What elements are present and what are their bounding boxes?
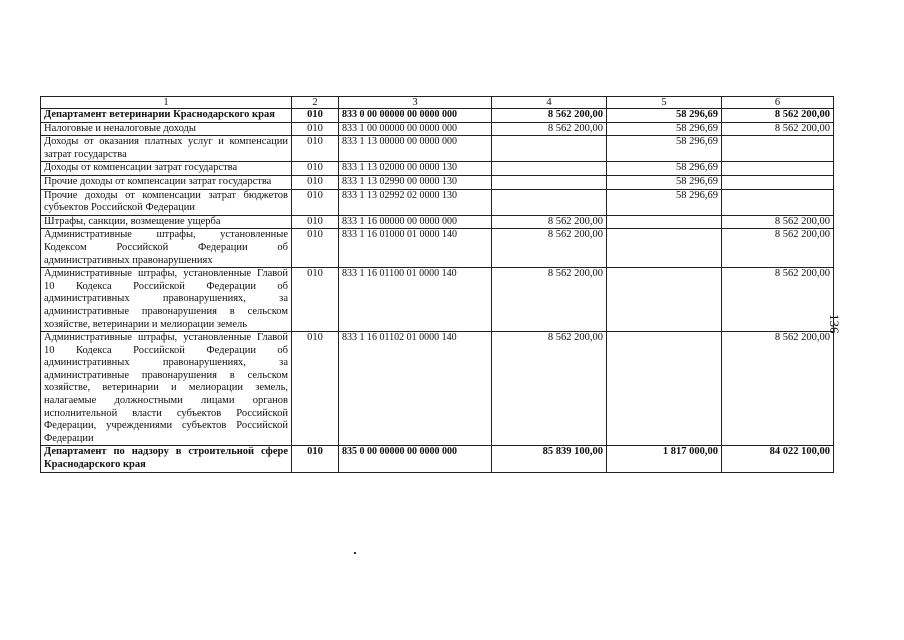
row-value-5: 58 296,69 xyxy=(607,109,722,123)
row-code: 010 xyxy=(292,109,339,123)
row-kbk: 833 1 16 01102 01 0000 140 xyxy=(339,332,492,446)
table-row xyxy=(41,229,834,268)
row-value-5: 58 296,69 xyxy=(607,189,722,215)
row-value-4: 85 839 100,00 xyxy=(492,446,607,472)
column-header: 3 xyxy=(339,97,492,109)
row-name: Департамент по надзору в строительной сфере Краснодарского края xyxy=(41,446,292,472)
row-value-4 xyxy=(492,189,607,215)
budget-table xyxy=(40,96,834,473)
row-name: Прочие доходы от компенсации затрат государства xyxy=(41,175,292,189)
column-header: 1 xyxy=(41,97,292,109)
page-number: 136 xyxy=(827,314,842,334)
table-row xyxy=(41,446,834,472)
row-code: 010 xyxy=(292,175,339,189)
table-row xyxy=(41,122,834,136)
row-name: Штрафы, санкции, возмещение ущерба xyxy=(41,215,292,229)
row-kbk: 833 1 16 01100 01 0000 140 xyxy=(339,268,492,332)
row-value-5 xyxy=(607,332,722,446)
row-name: Прочие доходы от компенсации затрат бюджетов субъектов Российской Федерации xyxy=(41,189,292,215)
row-code: 010 xyxy=(292,268,339,332)
row-code: 010 xyxy=(292,229,339,268)
column-header: 4 xyxy=(492,97,607,109)
row-value-6: 8 562 200,00 xyxy=(722,215,834,229)
row-kbk: 833 1 13 02000 00 0000 130 xyxy=(339,162,492,176)
table-header-row xyxy=(41,97,834,109)
table-row xyxy=(41,268,834,332)
table-row xyxy=(41,162,834,176)
row-value-4: 8 562 200,00 xyxy=(492,332,607,446)
row-value-5: 58 296,69 xyxy=(607,162,722,176)
row-kbk: 835 0 00 00000 00 0000 000 xyxy=(339,446,492,472)
row-value-6: 84 022 100,00 xyxy=(722,446,834,472)
table-row xyxy=(41,109,834,123)
row-value-6: 8 562 200,00 xyxy=(722,109,834,123)
column-header: 6 xyxy=(722,97,834,109)
row-kbk: 833 1 13 02992 02 0000 130 xyxy=(339,189,492,215)
column-header: 2 xyxy=(292,97,339,109)
row-name: Департамент ветеринарии Краснодарского края xyxy=(41,109,292,123)
row-value-5: 58 296,69 xyxy=(607,122,722,136)
row-value-6: 8 562 200,00 xyxy=(722,268,834,332)
row-code: 010 xyxy=(292,122,339,136)
row-name: Налоговые и неналоговые доходы xyxy=(41,122,292,136)
row-name: Административные штрафы, установленные Главой 10 Кодекса Российской Федерации об административных правонарушениях, за административные правонарушения в сельском хозяйстве, ветеринарии и мелиорации земель, налагаемые должностными лицами органов исполнительной власти субъектов Российской Федерации, учреждениями субъектов Российской Федерации xyxy=(41,332,292,446)
row-code: 010 xyxy=(292,332,339,446)
row-value-4: 8 562 200,00 xyxy=(492,122,607,136)
row-kbk: 833 1 00 00000 00 0000 000 xyxy=(339,122,492,136)
row-kbk: 833 1 13 00000 00 0000 000 xyxy=(339,136,492,162)
row-value-6 xyxy=(722,136,834,162)
table-row xyxy=(41,175,834,189)
row-value-4 xyxy=(492,162,607,176)
row-value-4: 8 562 200,00 xyxy=(492,215,607,229)
row-name: Доходы от компенсации затрат государства xyxy=(41,162,292,176)
row-value-6 xyxy=(722,175,834,189)
column-header: 5 xyxy=(607,97,722,109)
row-value-5 xyxy=(607,268,722,332)
row-value-4: 8 562 200,00 xyxy=(492,229,607,268)
row-code: 010 xyxy=(292,136,339,162)
row-value-4: 8 562 200,00 xyxy=(492,268,607,332)
row-value-5: 58 296,69 xyxy=(607,175,722,189)
row-value-6 xyxy=(722,162,834,176)
row-code: 010 xyxy=(292,446,339,472)
row-code: 010 xyxy=(292,215,339,229)
table-row xyxy=(41,332,834,446)
row-name: Доходы от оказания платных услуг и компенсации затрат государства xyxy=(41,136,292,162)
table-row xyxy=(41,136,834,162)
table-row xyxy=(41,215,834,229)
row-code: 010 xyxy=(292,162,339,176)
row-name: Административные штрафы, установленные Главой 10 Кодекса Российской Федерации об административных правонарушениях, за административные правонарушения в сельском хозяйстве, ветеринарии и мелиорации земель xyxy=(41,268,292,332)
row-value-6: 8 562 200,00 xyxy=(722,122,834,136)
scan-speck xyxy=(354,552,356,554)
row-value-5: 1 817 000,00 xyxy=(607,446,722,472)
row-value-6: 8 562 200,00 xyxy=(722,332,834,446)
row-kbk: 833 0 00 00000 00 0000 000 xyxy=(339,109,492,123)
table-row xyxy=(41,189,834,215)
row-value-5: 58 296,69 xyxy=(607,136,722,162)
row-kbk: 833 1 16 01000 01 0000 140 xyxy=(339,229,492,268)
row-value-6 xyxy=(722,189,834,215)
row-value-4 xyxy=(492,136,607,162)
row-value-4 xyxy=(492,175,607,189)
row-value-5 xyxy=(607,229,722,268)
row-kbk: 833 1 16 00000 00 0000 000 xyxy=(339,215,492,229)
row-code: 010 xyxy=(292,189,339,215)
row-name: Административные штрафы, установленные Кодексом Российской Федерации об административных правонарушениях xyxy=(41,229,292,268)
row-value-6: 8 562 200,00 xyxy=(722,229,834,268)
row-value-4: 8 562 200,00 xyxy=(492,109,607,123)
row-kbk: 833 1 13 02990 00 0000 130 xyxy=(339,175,492,189)
row-value-5 xyxy=(607,215,722,229)
